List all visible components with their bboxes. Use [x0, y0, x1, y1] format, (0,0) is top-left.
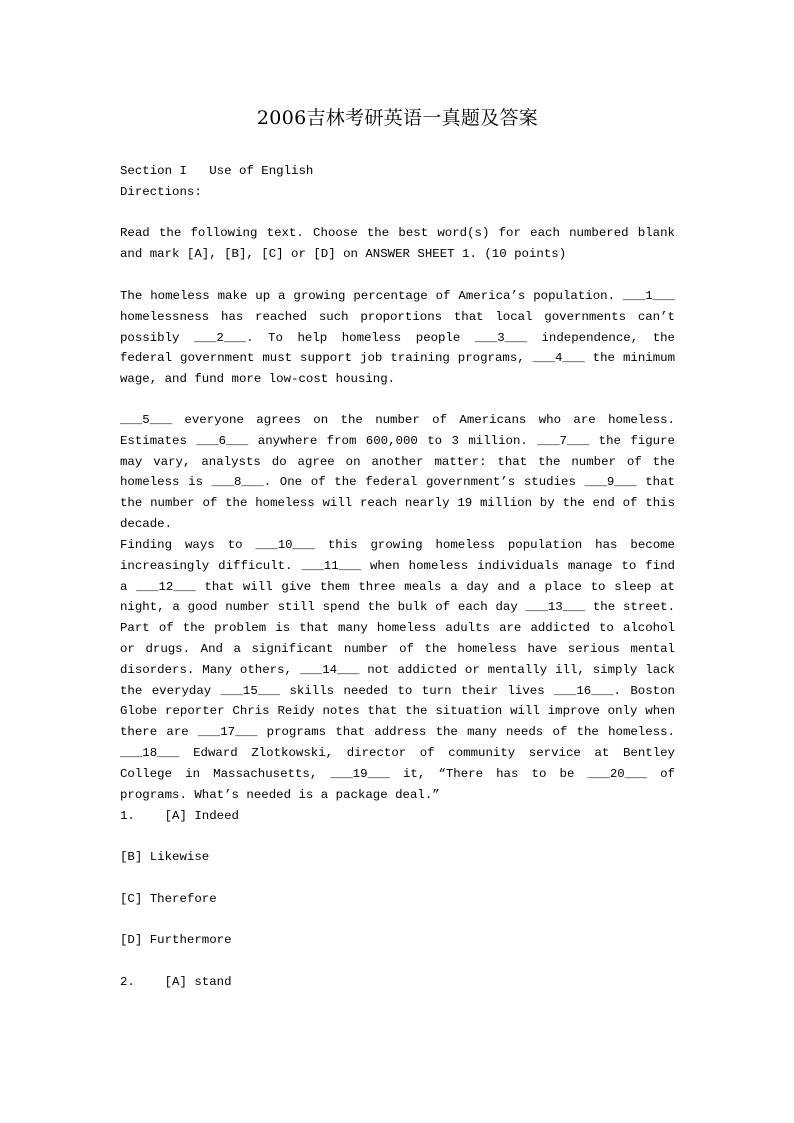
- passage-paragraph-3: Finding ways to ___10___ this growing homeless population has become increasingly difficult. ___11___ when homeless individuals manage to find a ___12___ that will give them three meals a day and a place to sleep at night, a good number still spend the bulk of each day ___13___ the street. Part of the problem is that many homeless adults are addicted to alcohol or drugs. And a significant number of the homeless have serious mental disorders. Many others, ___14___ not addicted or mentally ill, simply lack the everyday ___15___ skills needed to turn their lives ___16___. Boston Globe reporter Chris Reidy notes that the situation will improve only when there are ___17___ programs that address the many needs of the homeless. ___18___ Edward Zlotkowski, director of community service at Bentley College in Massachusetts, ___19___ it, “There has to be ___20___ of programs. What’s needed is a package deal.”: [120, 538, 675, 802]
- passage-paragraph-2: ___5___ everyone agrees on the number of Americans who are homeless. Estimates ___6___ anywhere from 600,000 to 3 million. ___7___ the figure may vary, analysts do agree on another matter: that the number of the homeless is ___8___. One of the federal government’s studies ___9___ that the number of the homeless will reach nearly 19 million by the end of this decade.: [120, 413, 675, 531]
- document-title: 2006吉林考研英语一真题及答案: [256, 107, 539, 129]
- option-1-b: [B] Likewise: [120, 850, 210, 864]
- option-2-a: 2. [A] stand: [120, 975, 232, 989]
- section-heading: Section I Use of English: [120, 164, 314, 178]
- option-1-c: [C] Therefore: [120, 892, 217, 906]
- option-1-a: 1. [A] Indeed: [120, 809, 239, 823]
- instructions-paragraph: Read the following text. Choose the best word(s) for each numbered blank and mark [A], [B], [C] or [D] on ANSWER SHEET 1. (10 points): [120, 226, 675, 261]
- section-heading-block: [120, 161, 675, 203]
- passage-paragraph-1: The homeless make up a growing percentage of America’s population. ___1___ homelessness has reached such proportions that local governments can’t possibly ___2___. To help homeless people ___3___ independence, the federal government must support job training programs, ___4___ the minimum wage, and fund more low-cost housing.: [120, 289, 675, 387]
- option-1-d: [D] Furthermore: [120, 933, 232, 947]
- directions-label: Directions:: [120, 184, 202, 199]
